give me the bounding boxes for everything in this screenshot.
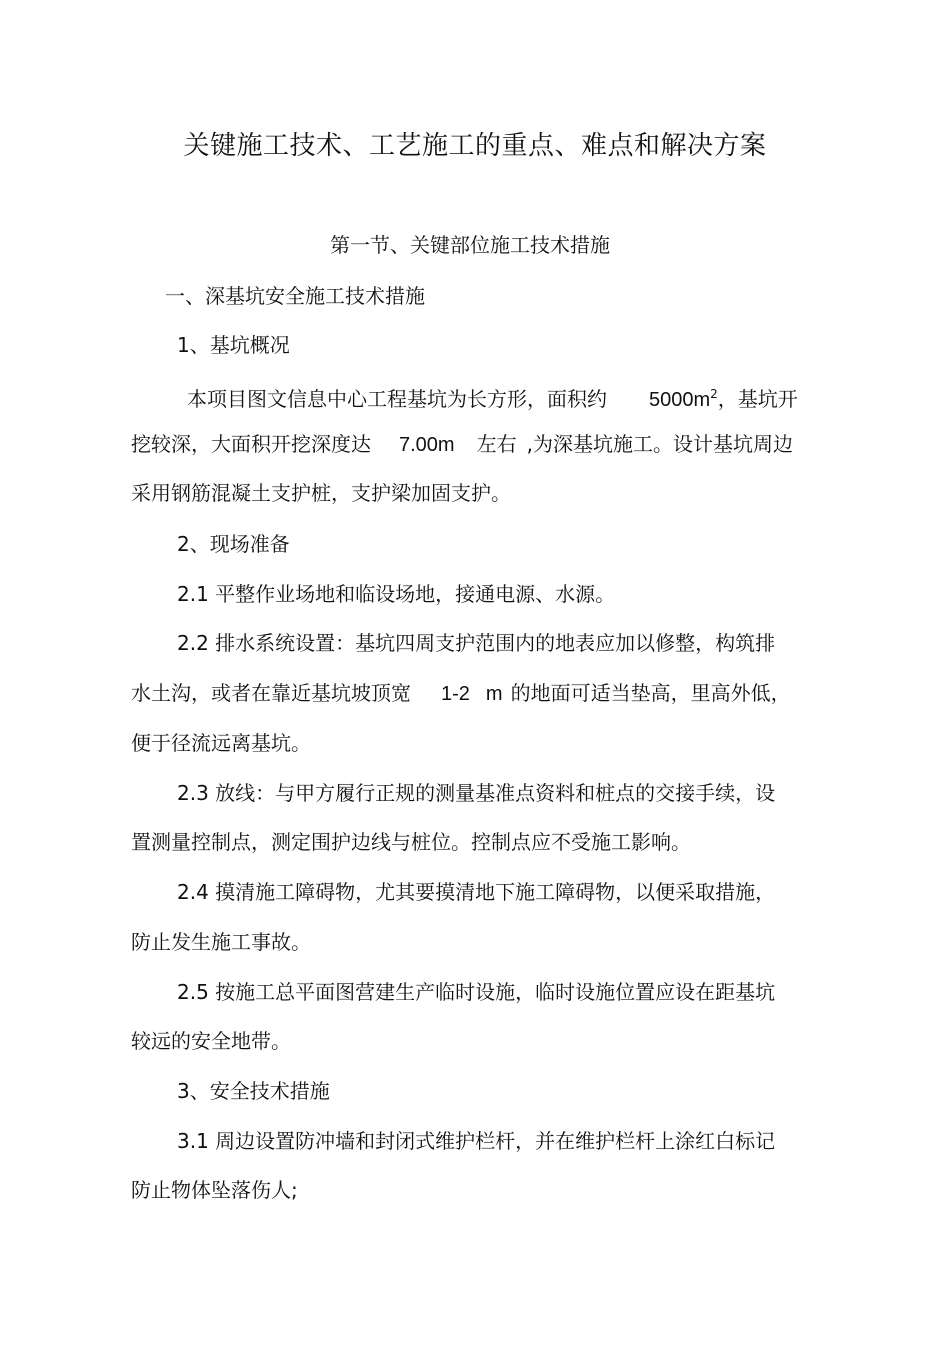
superscript: 2 bbox=[710, 387, 718, 401]
paragraph-line bbox=[131, 678, 791, 709]
section-heading: 第一节、关键部位施工技术措施 bbox=[330, 233, 610, 257]
area-value: 5000m bbox=[649, 389, 711, 411]
paragraph-line: 采用钢筋混凝土支护桩，支护梁加固支护。 bbox=[131, 481, 511, 505]
paragraph-line: 防止物体坠落伤人; bbox=[131, 1178, 298, 1202]
paragraph-line: 3.1 周边设置防冲墙和封闭式维护栏杆，并在维护栏杆上涂红白标记 bbox=[177, 1129, 776, 1153]
text-span: ,为深基坑施工。设计基坑周边 bbox=[526, 432, 793, 456]
text-span: ，基坑开 bbox=[717, 387, 798, 411]
paragraph-line: 便于径流远离基坑。 bbox=[131, 731, 311, 755]
text-span: 的地面可适当垫高，里高外低， bbox=[510, 681, 791, 705]
text-span: 水土沟，或者在靠近基坑坡顶宽 bbox=[131, 681, 411, 705]
paragraph-line: 防止发生施工事故。 bbox=[131, 930, 311, 954]
text-span: 本项目图文信息中心工程基坑为长方形，面积约 bbox=[187, 387, 607, 411]
text-span: 挖较深，大面积开挖深度达 bbox=[131, 432, 371, 456]
paragraph-line: 2.5 按施工总平面图营建生产临时设施，临时设施位置应设在距基坑 bbox=[177, 980, 776, 1004]
paragraph-line: 2.3 放线：与甲方履行正规的测量基准点资料和桩点的交接手续，设 bbox=[177, 781, 776, 805]
paragraph-line bbox=[131, 429, 793, 460]
paragraph-line: 2.1 平整作业场地和临设场地，接通电源、水源。 bbox=[177, 582, 616, 606]
paragraph-line: 2.2 排水系统设置：基坑四周支护范围内的地表应加以修整，构筑排 bbox=[177, 631, 776, 655]
paragraph-line: 置测量控制点，测定围护边线与桩位。控制点应不受施工影响。 bbox=[131, 830, 691, 854]
heading-deep-pit: 一、深基坑安全施工技术措施 bbox=[165, 284, 425, 308]
paragraph-line: 较远的安全地带。 bbox=[131, 1029, 291, 1053]
heading-pit-overview: 1、基坑概况 bbox=[177, 333, 290, 357]
heading-site-prep: 2、现场准备 bbox=[177, 532, 290, 556]
unit-value: m bbox=[485, 683, 503, 705]
paragraph-line: 2.4 摸清施工障碍物，尤其要摸清地下施工障碍物，以便采取措施， bbox=[177, 880, 776, 904]
range-value: 1-2 bbox=[441, 683, 470, 705]
document-title: 关键施工技术、工艺施工的重点、难点和解决方案 bbox=[183, 131, 767, 161]
text-span: 左右 bbox=[476, 432, 517, 456]
heading-safety-measures: 3、安全技术措施 bbox=[177, 1079, 330, 1103]
paragraph-line bbox=[187, 379, 798, 415]
depth-value: 7.00m bbox=[399, 434, 455, 456]
